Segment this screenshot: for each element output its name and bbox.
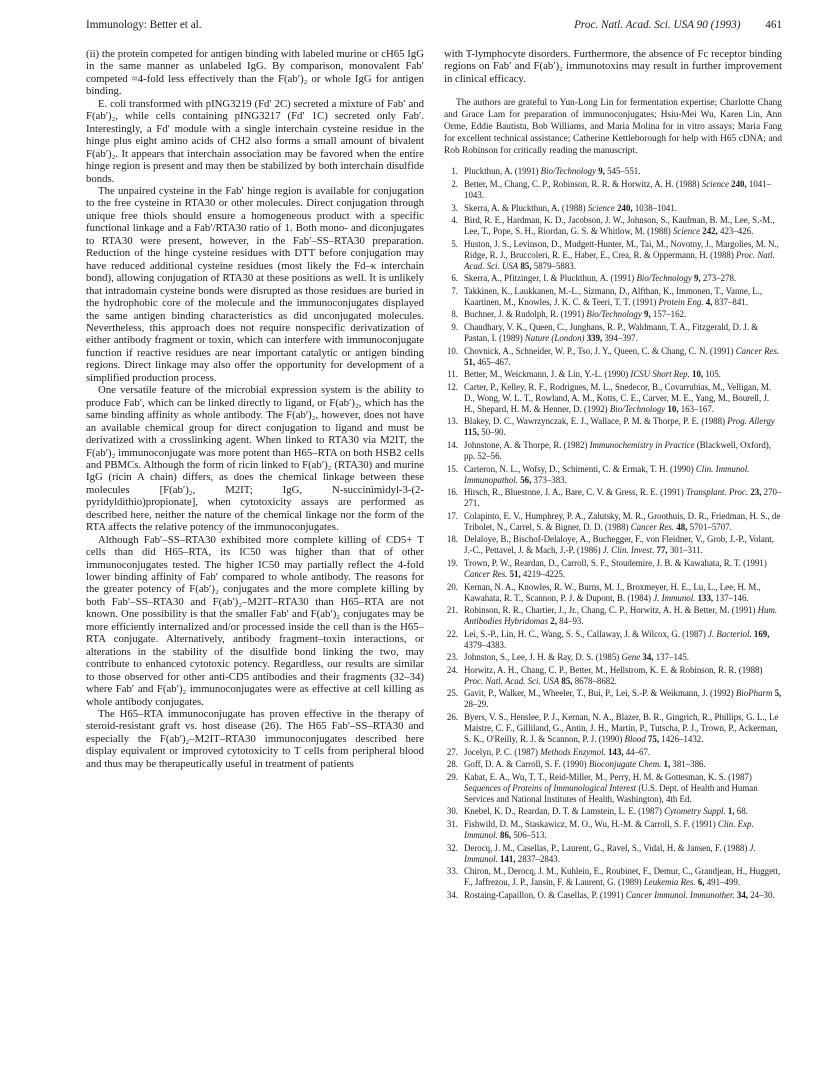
reference-volume: 9, bbox=[598, 166, 605, 177]
reference-item bbox=[444, 511, 782, 533]
reference-item bbox=[444, 273, 782, 284]
reference-number: 31. bbox=[446, 818, 458, 829]
reference-journal: Clin. Exp. Immunol. bbox=[464, 818, 754, 840]
reference-volume: 4, bbox=[705, 296, 713, 307]
body-paragraph: One versatile feature of the microbial expression system is the ability to produce Fab′, which can be linked directly to ligand, or F(ab′)₂, which has the same binding affinity as whole antibody. The F(ab′)₂, however, does not have an available chemical group for direct conjugation to ligand and must be derivatized with a crosslinking agent. When linked to RTA30 via M2IT, the F(ab′)₂ immunoconjugate was more potent than H65–RTA on both HSB2 cells and PBMCs. Although the form of ricin linked to F(ab′)₂ (RTA30) and murine IgG (ricin A chain) differs, as does the chemical linkage between these molecules [F(ab′)₂, M2IT; IgG, N-succinimidyl-3-(2-pyridyldithio)propionate], when cytotoxicity assays are performed as described here, neither the nature of the chemical linkage nor the form of the RTA affects the relative potency of the immunoconjugates. bbox=[86, 384, 424, 534]
reference-number: 5. bbox=[451, 238, 458, 249]
reference-item bbox=[444, 747, 782, 758]
acknowledgment: The authors are grateful to Yun-Long Lin for fermentation expertise; Charlotte Chang and Grace Lam for preparation of immunoconjugates; Hsiu-Mei Wu, Karen Lin, Ann Orme, Eddie Bautista, Bob Williams, and Maria Molina for in vitro assays; Maria Fang for excellent technical assistance; Catherine Kettleborough for help with H65 cDNA; and Rob Robinson for critically reading the manuscript. bbox=[444, 98, 782, 157]
reference-number: 27. bbox=[446, 746, 458, 757]
reference-journal: Clin. Immunol. Immunopathol. bbox=[464, 463, 750, 485]
reference-authors: Skerra, A. & Pluckthun, A. (1988) bbox=[464, 202, 586, 213]
reference-authors: Pluckthun, A. (1991) bbox=[464, 166, 539, 177]
reference-authors: Jocelyn, P. C. (1987) bbox=[464, 746, 538, 757]
reference-pages: 8678–8682. bbox=[574, 675, 617, 686]
journal-citation: Proc. Natl. Acad. Sci. USA 90 (1993) bbox=[574, 19, 741, 31]
reference-journal: J. Bacteriol. bbox=[708, 628, 752, 639]
reference-pages: 465–467. bbox=[477, 356, 511, 367]
reference-journal: Bio/Technology bbox=[586, 309, 642, 320]
reference-number: 22. bbox=[446, 628, 458, 639]
reference-authors: Chiron, M., Derocq, J. M., Kuhlein, E., Roubinet, F., Demur, C., Grandjean, H., Huggett, F., Jaffrezou, J. P., Jansin, F. & Laurent, G. (1989) bbox=[464, 866, 781, 888]
reference-journal: Proc. Natl. Acad. Sci. USA bbox=[464, 675, 560, 686]
reference-item bbox=[444, 582, 782, 604]
reference-number: 23. bbox=[446, 652, 458, 663]
reference-item bbox=[444, 819, 782, 841]
reference-authors: Kernan, N. A., Knowles, R. W., Burns, M. J., Broxmeyer, H. E., Lu, L., Lee, H. M., Kawahata, R. T., Scannon, P. J. & Dupont, B. (1984) bbox=[464, 581, 761, 603]
journal-info bbox=[574, 19, 782, 31]
reference-number: 11. bbox=[447, 369, 458, 380]
body-paragraph: E. coli transformed with pING3219 (Fd′ 2C) secreted a mixture of Fab′ and F(ab′)₂, while cells containing pING3217 (Fd′ 1C) secreted only Fab′. Interestingly, a Fd′ module with a single interchain cysteine residue in the hinge plus eight amino acids of CH2 also forms a small amount of bivalent F(ab′)₂. It appears that interchain association may be favored when the entire hinge region is present and may then be stabilized by both interchain disulfide bonds. bbox=[86, 97, 424, 185]
reference-item bbox=[444, 203, 782, 214]
reference-pages: 137–146. bbox=[715, 592, 749, 603]
reference-pages: 28–29. bbox=[464, 699, 489, 710]
reference-journal: Bioconjugate Chem. bbox=[588, 759, 662, 770]
reference-pages: 1041–1043. bbox=[464, 178, 772, 200]
reference-authors: Robinson, R. R., Chartier, J., Jr., Chang, C. P., Horwitz, A. H. & Better, M. (1991) bbox=[464, 605, 756, 616]
reference-number: 1. bbox=[451, 166, 458, 177]
reference-pages: 491–499. bbox=[706, 877, 740, 888]
reference-number: 21. bbox=[446, 605, 458, 616]
reference-volume: 1, bbox=[727, 806, 735, 817]
reference-number: 4. bbox=[451, 215, 458, 226]
reference-number: 15. bbox=[446, 463, 458, 474]
reference-authors: Johnstone, A. & Thorpe, R. (1982) bbox=[464, 439, 588, 450]
reference-volume: 9, bbox=[644, 309, 651, 320]
reference-pages: 84–93. bbox=[559, 616, 584, 627]
reference-item bbox=[444, 487, 782, 509]
reference-volume: 143, bbox=[607, 746, 624, 757]
reference-pages: 394–397. bbox=[604, 333, 638, 344]
reference-volume: 56, bbox=[520, 474, 532, 485]
reference-number: 6. bbox=[451, 273, 458, 284]
reference-journal: Science bbox=[701, 178, 729, 189]
reference-pages: 381–386. bbox=[672, 759, 706, 770]
reference-volume: 240, bbox=[617, 202, 633, 213]
reference-volume: 51, bbox=[509, 568, 521, 579]
reference-number: 3. bbox=[451, 202, 458, 213]
reference-pages: 423–426. bbox=[720, 226, 754, 237]
reference-authors: Horwitz, A. H., Chang, C. P., Better, M., Hellstrom, K. E. & Robinson, R. R. (1988) bbox=[464, 664, 763, 675]
reference-pages: 270–271. bbox=[464, 487, 782, 509]
reference-journal: Nature (London) bbox=[524, 333, 585, 344]
reference-pages: 24–30. bbox=[750, 889, 775, 900]
reference-volume: 9, bbox=[694, 273, 701, 284]
reference-authors: Rostaing-Capaillon, O. & Casellas, P. (1991) bbox=[464, 889, 624, 900]
reference-number: 20. bbox=[446, 581, 458, 592]
reference-volume: 1, bbox=[663, 759, 671, 770]
reference-item bbox=[444, 322, 782, 344]
reference-item bbox=[444, 286, 782, 308]
reference-volume: 75, bbox=[647, 734, 660, 745]
reference-authors: Huston, J. S., Levinson, D., Mudgett-Hunter, M., Tai, M., Novotny, J., Margolies, M. N., Ridge, R. J., Bruccoleri, R. E., Haber, E., Crea, R. & Oppermann, H. (1988) bbox=[464, 238, 779, 260]
reference-number: 2. bbox=[451, 178, 458, 189]
reference-pages: 68. bbox=[736, 806, 748, 817]
reference-journal: Hum. Antibodies Hybridomas bbox=[464, 605, 778, 627]
reference-number: 19. bbox=[446, 557, 458, 568]
reference-authors: Buchner, J. & Rudolph, R. (1991) bbox=[464, 309, 585, 320]
reference-journal: Science bbox=[672, 226, 701, 237]
reference-number: 24. bbox=[446, 664, 458, 675]
reference-journal: Sequences of Proteins of Immunological Interest bbox=[464, 782, 637, 793]
reference-pages: 4379–4383. bbox=[464, 639, 507, 650]
reference-volume: 169, bbox=[753, 628, 770, 639]
reference-volume: 240, bbox=[731, 178, 747, 189]
reference-item bbox=[444, 166, 782, 177]
reference-journal: Methods Enzymol. bbox=[540, 746, 606, 757]
reference-number: 7. bbox=[451, 285, 458, 296]
reference-volume: 133, bbox=[697, 592, 714, 603]
reference-authors: Colapinto, E. V., Humphrey, P. A., Zalutsky, M. R., Groothuis, D. R., Friedman, H. S., de Tribolet, N., Carrel, S. & Bigner, D. D. (1988) bbox=[464, 510, 781, 532]
reference-journal: Immunochemistry in Practice bbox=[589, 439, 695, 450]
reference-journal: Cancer Immunol. Immunother. bbox=[625, 889, 735, 900]
reference-volume: 34, bbox=[642, 652, 654, 663]
body-paragraph: The unpaired cysteine in the Fab′ hinge region is available for conjugation to the free cysteine in RTA30 or other molecules. Direct conjugation through unique free thiols should ensure a homogeneous product with a specific functional linkage and a Fab′/RTA30 ratio of 1. Both mono- and diconjugates to RTA30 were present, however, in the Fab′–SS–RTA30 preparation. Reduction of the hinge cysteine residues with DTT before conjugation may have reduced additional cysteine residues (most likely the Fd–κ interchain bond), allowing conjugation of RTA30 at these positions as well. It is unlikely that intradomain cysteine bonds were disrupted as those residues are buried in the hydrophobic core of the molecule and the immunoconjugates displayed the same antigen binding characteristics as did unconjugated molecules. Nevertheless, this approach does not require nonspecific derivatization of either antibody fragment or toxin, which can interfere with immunoconjugate function if reactive residues are near important catalytic or antigen binding regions. Direct linkage may also offer the opportunity for development of a simplified production process. bbox=[86, 184, 424, 384]
left-column bbox=[86, 48, 424, 770]
reference-authors: Gavit, P., Walker, M., Wheeler, T., Bui, P., Lei, S.-P. & Weikmann, J. (1992) bbox=[464, 688, 734, 699]
reference-pages: 50–90. bbox=[481, 427, 506, 438]
reference-journal: Bio/Technology bbox=[540, 166, 597, 177]
body-paragraph: Although Fab′–SS–RTA30 exhibited more complete killing of CD5+ T cells than did H65–RTA, its IC50 was higher than that of other immunoconjugates tested. The higher IC50 may partially reflect the 4-fold lower binding affinity of Fab′ compared to whole antibody. The reasons for the greater potency of F(ab′)₂ conjugates and the more complete killing by both Fab′–SS–RTA30 and F(ab′)₂–M2IT–RTA30 than H65–RTA are not known. One possibility is that the smaller Fab′ and F(ab′)₂ conjugates may be more efficiently internalized and/or processed inside the cell than is the H65–RTA conjugate. Alternatively, antibody fragment–toxin interactions, or alterations in the stability of the disulfide bond linking the two, may contribute to enhanced cytotoxic potency. Regardless, our results are similar to those observed for other anti-CD5 antibodies and their fragments (32–34) where Fab′ and F(ab′)₂ immunoconjugates were as effective at cell killing as whole antibody conjugates. bbox=[86, 533, 424, 708]
reference-item bbox=[444, 558, 782, 580]
reference-item bbox=[444, 464, 782, 486]
reference-pages: 44–67. bbox=[625, 746, 651, 757]
reference-volume: 242, bbox=[702, 226, 718, 237]
reference-authors: Hirsch, R., Bluestone, J. A., Bare, C. V. & Gress, R. E. (1991) bbox=[464, 487, 684, 498]
right-column bbox=[444, 48, 782, 902]
reference-journal: Bio/Technology bbox=[636, 273, 692, 284]
reference-authors: Bird, R. E., Hardman, K. D., Jacobson, J. W., Johnson, S., Kaufman, B. M., Lee, S.-M., Lee, T., Pope, S. H., Riordan, G. S. & Whitlow, M. (1988) bbox=[464, 215, 775, 237]
reference-number: 25. bbox=[446, 688, 458, 699]
reference-volume: 10, bbox=[692, 369, 704, 380]
reference-authors: Knebel, K. D., Reardan, D. T. & Lamstein, L. E. (1987) bbox=[464, 806, 662, 817]
reference-pages: 373–383. bbox=[533, 474, 567, 485]
reference-item bbox=[444, 346, 782, 368]
reference-item bbox=[444, 440, 782, 462]
reference-number: 17. bbox=[446, 510, 458, 521]
reference-journal: Bio/Technology bbox=[609, 403, 666, 414]
reference-number: 33. bbox=[446, 866, 458, 877]
reference-item bbox=[444, 369, 782, 380]
reference-volume: 86, bbox=[500, 829, 512, 840]
reference-authors: Trown, P. W., Reardan, D., Carroll, S. F., Stoudemire, J. B. & Kawahata, R. T. (1991) bbox=[464, 557, 767, 568]
reference-number: 30. bbox=[446, 806, 458, 817]
reference-item bbox=[444, 665, 782, 687]
reference-authors: Delaloye, B., Bischof-Delaloye, A., Buchegger, F., von Fleidner, V., Grob, J.-P., Volant, J.-C., Pettavel, J. & Mach, J.-P. (1986) bbox=[464, 534, 774, 556]
body-paragraph: (ii) the protein competed for antigen binding with labeled murine or cH65 IgG in the same manner as unlabeled IgG. By comparison, monovalent Fab′ competed ≈4-fold less effectively than the F(ab′)₂ or whole IgG for antigen binding. bbox=[86, 48, 424, 98]
reference-volume: 51, bbox=[464, 356, 476, 367]
reference-authors: Derocq, J. M., Casellas, P., Laurent, G., Ravel, S., Vidal, H. & Jansen, F. (1988) bbox=[464, 842, 748, 853]
reference-volume: 339, bbox=[586, 333, 603, 344]
reference-pages: 2837–2843. bbox=[517, 853, 560, 864]
reference-authors: Carter, P., Kelley, R. F., Rodrigues, M. L., Snedecor, B., Covarrubias, M., Velligan, M. D., Wong, W. L. T., Rowland, A. M., Kotts, C. E., Carver, M. E., Yang, M., Bourell, J. H., Shepard, H. M. & Henner, D. (1992) bbox=[464, 381, 771, 414]
reference-volume: 85, bbox=[561, 675, 573, 686]
reference-journal: Proc. Natl. Acad. Sci. USA bbox=[464, 249, 775, 271]
reference-journal: Transplant. Proc. bbox=[686, 487, 749, 498]
reference-item bbox=[444, 605, 782, 627]
reference-volume: 48, bbox=[676, 521, 688, 532]
reference-volume: 23, bbox=[750, 487, 762, 498]
reference-pages: 5701–5707. bbox=[689, 521, 732, 532]
reference-item bbox=[444, 759, 782, 770]
reference-number: 10. bbox=[446, 345, 458, 356]
body-paragraph-continued: with T-lymphocyte disorders. Furthermore, the absence of Fc receptor binding regions on Fab′ and F(ab′)₂ immunotoxins may result in further improvement in clinical efficacy. bbox=[444, 48, 782, 85]
reference-number: 14. bbox=[446, 439, 458, 450]
reference-authors: Lei, S.-P., Lin, H. C., Wang, S. S., Callaway, J. & Wilcox, G. (1987) bbox=[464, 628, 706, 639]
reference-volume: 10, bbox=[667, 403, 679, 414]
reference-number: 28. bbox=[446, 759, 458, 770]
reference-journal: ICSU Short Rep. bbox=[630, 369, 690, 380]
body-paragraph: The H65–RTA immunoconjugate has proven effective in the therapy of steroid-resistant graft vs. host disease (26). The H65 Fab′–SS–RTA30 and especially the F(ab′)₂–M2IT–RTA30 immunoconjugates described here display equivalent or improved cytotoxicity to T cells from peripheral blood and thus may be therapeutically useful in treatment of patients bbox=[86, 708, 424, 770]
reference-pages: (Blackwell, Oxford), pp. 52–56. bbox=[464, 439, 771, 461]
reference-item bbox=[444, 382, 782, 415]
reference-number: 9. bbox=[451, 321, 458, 332]
reference-pages: 1426–1432. bbox=[661, 734, 704, 745]
reference-item bbox=[444, 866, 782, 888]
reference-authors: Better, M., Chang, C. P., Robinson, R. R. & Horwitz, A. H. (1988) bbox=[464, 178, 700, 189]
reference-journal: Gene bbox=[621, 652, 641, 663]
reference-pages: 5879–5883. bbox=[533, 260, 576, 271]
reference-item bbox=[444, 772, 782, 805]
reference-authors: Takkinen, K., Laukkanen, M.-L., Sizmann, D., Alfthan, K., Immonen, T., Vanne, L., Kaartinen, M., Knowles, J. K. C. & Teeri, T. T. (1991) bbox=[464, 285, 763, 307]
reference-authors: Kabat, E. A., Wu, T. T., Reid-Miller, M., Perry, H. M. & Gottesman, K. S. (1987) bbox=[464, 771, 752, 782]
reference-number: 12. bbox=[446, 381, 458, 392]
reference-item bbox=[444, 534, 782, 556]
reference-item bbox=[444, 688, 782, 710]
reference-item bbox=[444, 179, 782, 201]
reference-number: 16. bbox=[446, 487, 458, 498]
reference-item bbox=[444, 309, 782, 320]
reference-number: 18. bbox=[446, 534, 458, 545]
reference-journal: Prog. Allergy bbox=[727, 416, 775, 427]
reference-pages: 105. bbox=[705, 369, 721, 380]
reference-pages: 4219–4225. bbox=[522, 568, 566, 579]
reference-pages: 1038–1041. bbox=[634, 202, 677, 213]
reference-item bbox=[444, 416, 782, 438]
reference-item bbox=[444, 239, 782, 272]
reference-journal: Cytometry Suppl. bbox=[664, 806, 726, 817]
reference-item bbox=[444, 806, 782, 817]
reference-authors: Johnston, S., Lee, J. H. & Ray, D. S. (1985) bbox=[464, 652, 620, 663]
reference-authors: Fishwild, D. M., Staskawicz, M. O., Wu, H.-M. & Carroll, S. F. (1991) bbox=[464, 818, 716, 829]
reference-number: 32. bbox=[446, 842, 458, 853]
reference-pages: 506–513. bbox=[513, 829, 547, 840]
reference-authors: Goff, D. A. & Carroll, S. F. (1990) bbox=[464, 759, 587, 770]
reference-pages: 273–278. bbox=[702, 273, 737, 284]
reference-journal: Protein Eng. bbox=[658, 296, 704, 307]
reference-volume: 5, bbox=[774, 688, 782, 699]
reference-journal: J. Clin. Invest. bbox=[602, 545, 655, 556]
reference-list bbox=[444, 166, 782, 900]
page-number: 461 bbox=[765, 19, 782, 31]
reference-authors: Better, M., Weickmann, J. & Lin, Y.-L. (1990) bbox=[464, 369, 629, 380]
reference-number: 13. bbox=[446, 416, 458, 427]
reference-pages: 163–167. bbox=[680, 403, 715, 414]
reference-volume: 77, bbox=[656, 545, 668, 556]
reference-number: 34. bbox=[446, 889, 458, 900]
reference-authors: Chovnick, A., Schneider, W. P., Tso, J. Y., Queen, C. & Chang, C. N. (1991) bbox=[464, 345, 734, 356]
reference-pages: (U.S. Dept. of Health and Human Services and National Institutes of Health, Washington), 4th Ed. bbox=[464, 782, 758, 804]
reference-authors: Skerra, A., Pfitzinger, I. & Pluckthun, A. (1991) bbox=[464, 273, 635, 284]
reference-volume: 34, bbox=[736, 889, 748, 900]
reference-item bbox=[444, 712, 782, 745]
reference-authors: Carteron, N. L., Wofsy, D., Schimenti, C. & Ermak, T. H. (1990) bbox=[464, 463, 694, 474]
reference-item bbox=[444, 843, 782, 865]
reference-authors: Chaudhary, V. K., Queen, C., Junghans, R. P., Waldmann, T. A., Fitzgerald, D. J. & Pastan, I. (1989) bbox=[464, 321, 759, 344]
reference-journal: Blood bbox=[624, 734, 646, 745]
reference-item bbox=[444, 215, 782, 237]
reference-volume: 6, bbox=[697, 877, 705, 888]
reference-item bbox=[444, 629, 782, 651]
reference-pages: 301–311. bbox=[669, 545, 703, 556]
reference-pages: 837–841. bbox=[714, 296, 748, 307]
running-head: Immunology: Better et al. bbox=[86, 19, 202, 31]
reference-journal: Cancer Res. bbox=[735, 345, 780, 356]
reference-number: 8. bbox=[451, 309, 458, 320]
reference-number: 29. bbox=[446, 771, 458, 782]
reference-journal: Science bbox=[587, 202, 615, 213]
reference-volume: 115, bbox=[464, 427, 480, 438]
reference-journal: Cancer Res. bbox=[464, 568, 508, 579]
reference-volume: 141, bbox=[500, 853, 516, 864]
page-header bbox=[86, 19, 782, 35]
reference-item bbox=[444, 890, 782, 901]
reference-pages: 545–551. bbox=[607, 166, 641, 177]
reference-pages: 157–162. bbox=[652, 309, 687, 320]
reference-journal: Cancer Res. bbox=[630, 521, 675, 532]
reference-journal: Leukemia Res. bbox=[643, 877, 696, 888]
reference-authors: Byers, V. S., Henslee, P. J., Kernan, N. A., Blazer, B. R., Gingrich, R., Phillips, G. L., Le Maistre, C. F., Gilliland, G., Antin, J. H., Martin, P., Tutscha, P. J., Trown, P., Ackerman, S. K., O'Reilly, R. J. & Scannon, P. J. (1990) bbox=[464, 712, 779, 745]
reference-number: 26. bbox=[446, 712, 458, 723]
reference-volume: 85, bbox=[520, 260, 532, 271]
reference-journal: BioPharm bbox=[735, 688, 773, 699]
reference-volume: 2, bbox=[550, 616, 557, 627]
reference-item bbox=[444, 652, 782, 663]
reference-authors: Blakey, D. C., Wawrzynczak, E. J., Wallace, P. M. & Thorpe, P. E. (1988) bbox=[464, 416, 725, 427]
reference-journal: J. Immunol. bbox=[464, 842, 756, 864]
reference-journal: J. Immunol. bbox=[653, 592, 696, 603]
reference-pages: 137–145. bbox=[655, 652, 689, 663]
